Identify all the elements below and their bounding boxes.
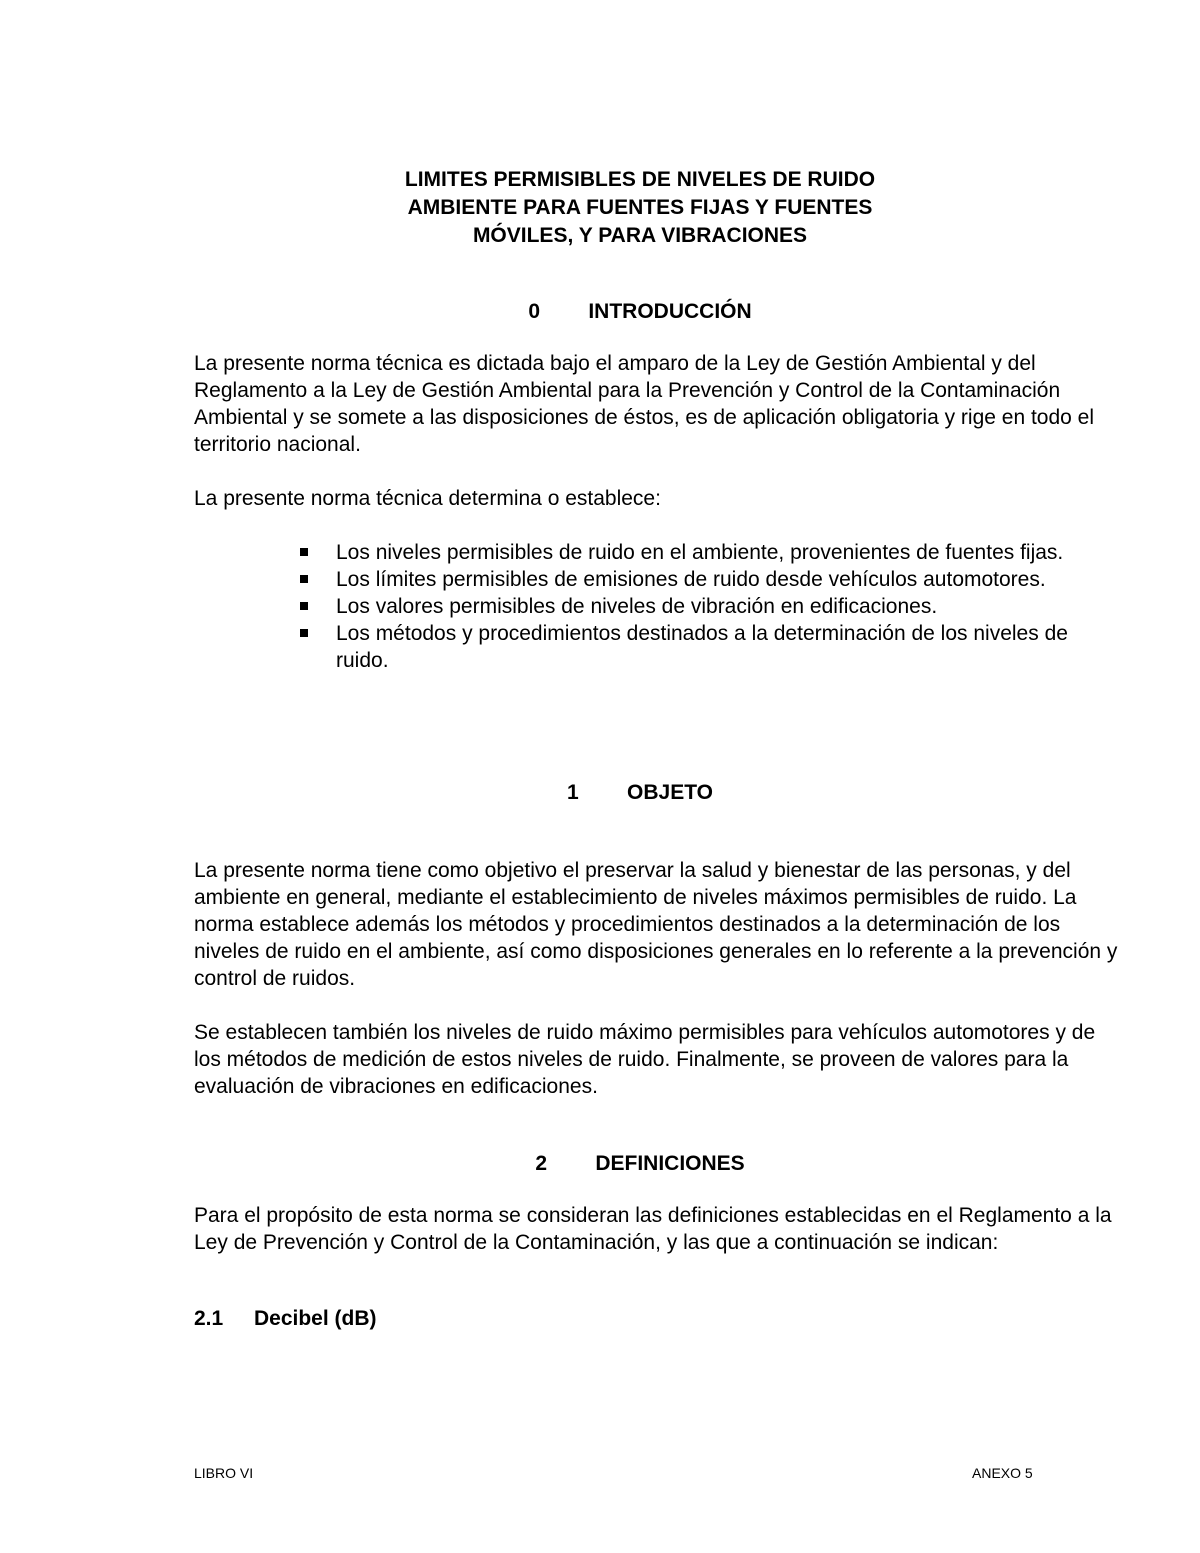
intro-paragraph-1: La presente norma técnica es dictada bajo el amparo de la Ley de Gestión Ambiental y del Reglamento a la Ley de Gestión Ambiental para la Prevención y Control de la Contaminación Ambiental y se somete a las disposiciones de éstos, es de aplicación obligatoria y rige en todo el territorio nacional. xyxy=(194,352,1095,456)
footer-right: ANEXO 5 xyxy=(972,1465,1033,1481)
section-heading-objeto xyxy=(0,779,1200,807)
list-item xyxy=(296,620,1116,674)
square-bullet-icon xyxy=(300,602,308,610)
list-item xyxy=(296,539,1116,566)
objeto-paragraph-2: Se establecen también los niveles de ruido máximo permisibles para vehículos automotores y de los métodos de medición de estos niveles de ruido. Finalmente, se proveen de valores para la evaluación de vibraciones en edificaciones. xyxy=(194,1021,1096,1098)
title-line-2: AMBIENTE PARA FUENTES FIJAS Y FUENTES xyxy=(407,196,873,219)
subsection-number: 2.1 xyxy=(194,1307,224,1330)
title-line-1: LIMITES PERMISIBLES DE NIVELES DE RUIDO xyxy=(404,168,876,191)
subsection-heading-decibel xyxy=(194,1305,377,1333)
title-line-3: MÓVILES, Y PARA VIBRACIONES xyxy=(472,224,808,247)
intro-paragraph-2: La presente norma técnica determina o establece: xyxy=(194,487,661,510)
section-title: OBJETO xyxy=(627,781,713,804)
square-bullet-icon xyxy=(300,575,308,583)
list-item-text: Los métodos y procedimientos destinados a la determinación de los niveles de ruido. xyxy=(336,622,1068,672)
section-heading-definiciones xyxy=(0,1150,1200,1178)
section-number: 1 xyxy=(567,781,579,804)
intro-bullet-list xyxy=(296,539,1116,674)
objeto-paragraph-1: La presente norma tiene como objetivo el preservar la salud y bienestar de las personas, y del ambiente en general, mediante el establecimiento de niveles máximos permisibles de ruido. La norma establece además los métodos y procedimientos destinados a la determinación de los niveles de ruido en el ambiente, así como disposiciones generales en lo referente a la prevención y control de ruidos. xyxy=(194,859,1118,990)
document-title xyxy=(0,166,1200,250)
list-item-text: Los límites permisibles de emisiones de ruido desde vehículos automotores. xyxy=(336,568,1046,591)
section-number: 0 xyxy=(528,300,541,323)
section-number: 2 xyxy=(535,1152,547,1175)
square-bullet-icon xyxy=(300,548,308,556)
list-item xyxy=(296,593,1116,620)
definiciones-paragraph-1: Para el propósito de esta norma se consideran las definiciones establecidas en el Reglamento a la Ley de Prevención y Control de la Contaminación, y las que a continuación se indican: xyxy=(194,1204,1112,1254)
list-item xyxy=(296,566,1116,593)
section-title: INTRODUCCIÓN xyxy=(588,300,752,323)
square-bullet-icon xyxy=(300,629,308,637)
section-heading-introduccion xyxy=(0,298,1200,326)
section-title: DEFINICIONES xyxy=(595,1152,745,1175)
footer-left: LIBRO VI xyxy=(194,1465,254,1481)
list-item-text: Los valores permisibles de niveles de vibración en edificaciones. xyxy=(336,595,938,618)
list-item-text: Los niveles permisibles de ruido en el ambiente, provenientes de fuentes fijas. xyxy=(336,541,1064,564)
subsection-title: Decibel (dB) xyxy=(254,1307,377,1330)
